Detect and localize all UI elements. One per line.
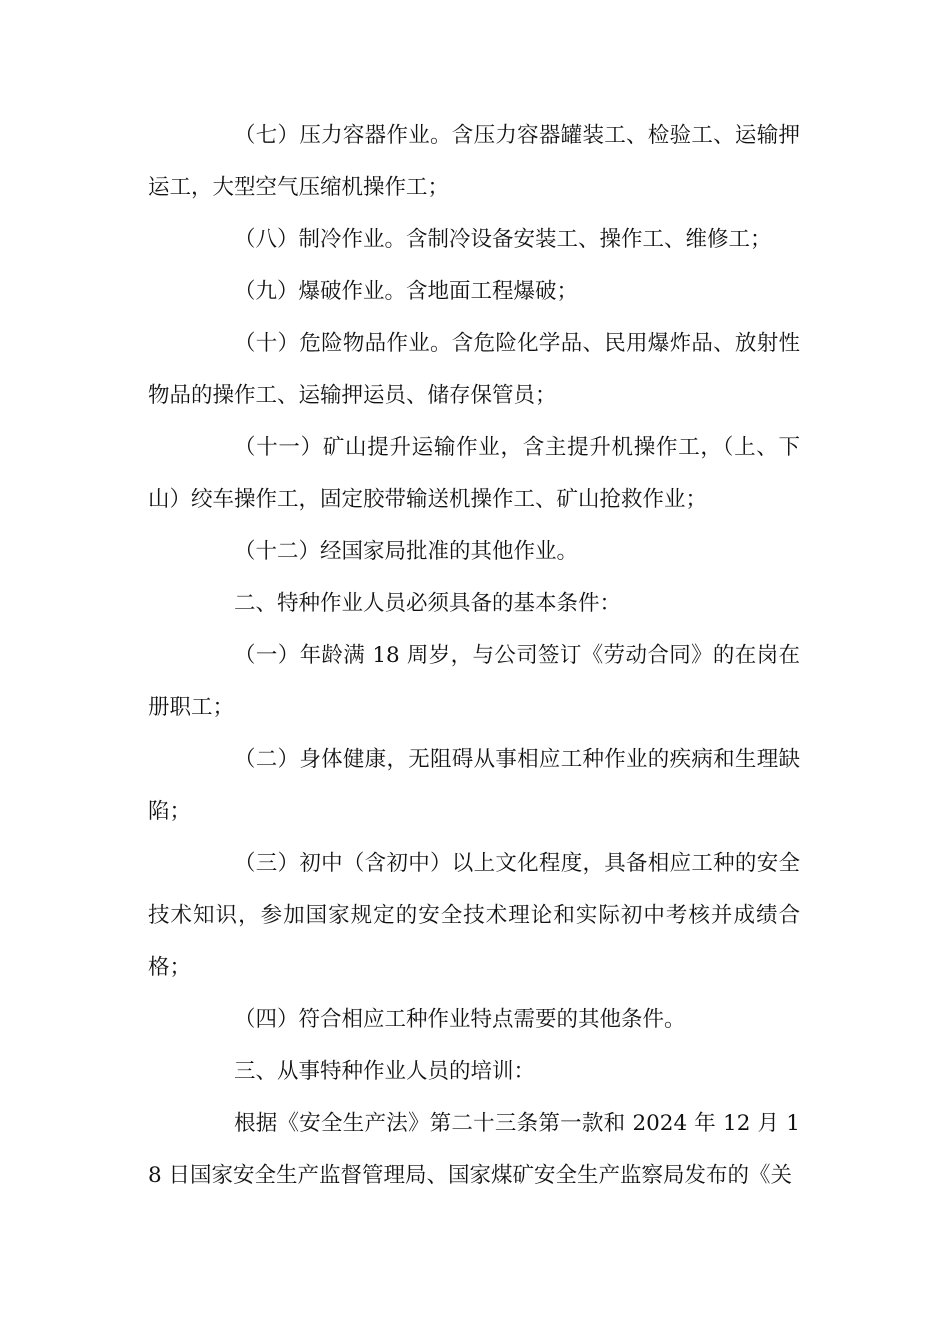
paragraph-hazardous-goods: （十）危险物品作业。含危险化学品、民用爆炸品、放射性物品的操作工、运输押运员、储存保管员； [148, 331, 800, 408]
paragraph-other-conditions: （四）符合相应工种作业特点需要的其他条件。 [234, 1007, 686, 1032]
paragraph-legal-basis: 根据《安全生产法》第二十三条第一款和 2024 年 12 月 18 日国家安全生产监督管理局、国家煤矿安全生产监察局发布的《关 [148, 1111, 800, 1188]
paragraph-health-requirement: （二）身体健康，无阻碍从事相应工种作业的疾病和生理缺陷； [148, 747, 800, 824]
paragraph-blasting: （九）爆破作业。含地面工程爆破； [234, 279, 579, 304]
document-page [148, 110, 800, 1202]
paragraph-mine-hoisting: （十一）矿山提升运输作业，含主提升机操作工，（上、下山）绞车操作工，固定胶带输送机操作工、矿山抢救作业； [148, 435, 800, 512]
paragraph-refrigeration: （八）制冷作业。含制冷设备安装工、操作工、维修工； [234, 227, 772, 252]
paragraph-age-requirement: （一）年龄满 18 周岁，与公司签订《劳动合同》的在岗在册职工； [148, 643, 800, 720]
paragraph-education-requirement: （三）初中（含初中）以上文化程度，具备相应工种的安全技术知识，参加国家规定的安全技术理论和实际初中考核并成绩合格； [148, 851, 800, 980]
paragraph-pressure-vessel: （七）压力容器作业。含压力容器罐装工、检验工、运输押运工，大型空气压缩机操作工； [148, 123, 800, 200]
section-heading-training: 三、从事特种作业人员的培训： [234, 1059, 536, 1084]
paragraph-other-operations: （十二）经国家局批准的其他作业。 [234, 539, 579, 564]
section-heading-basic-conditions: 二、特种作业人员必须具备的基本条件： [234, 591, 622, 616]
